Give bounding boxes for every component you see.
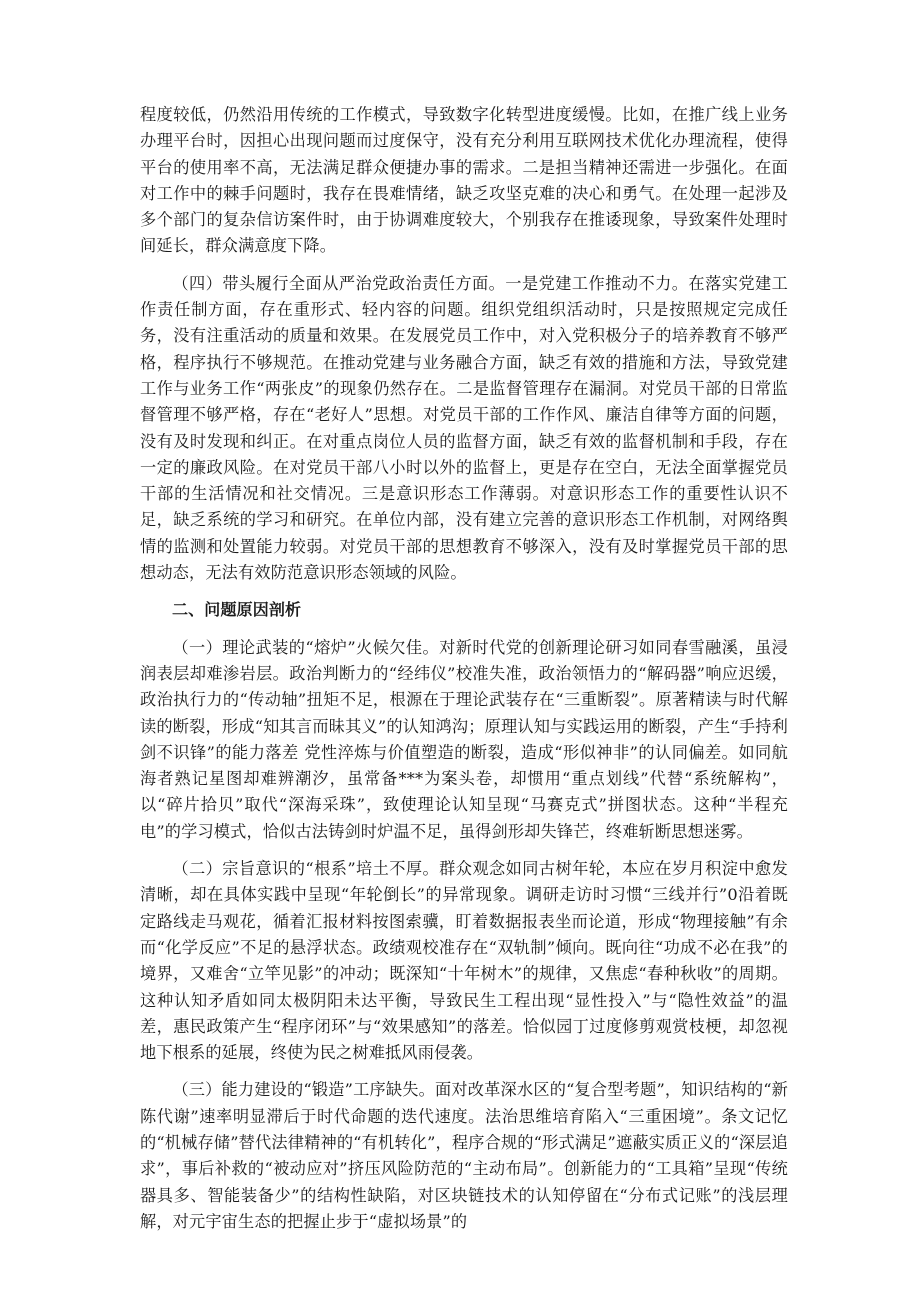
paragraph-capability: （三）能力建设的“锻造”工序缺失。面对改革深水区的“复合型考题”，知识结构的“新陈代谢”速率明显滞后于时代命题的迭代速度。法治思维培育陷入“三重困境”。条文记忆的“机械存储”替代法律精神的“有机转化”，程序合规的“形式满足”遮蔽实质正义的“深层追求”，事后补救的“被动应对”挤压风险防范的“主动布局”。创新能力的“工具箱”呈现“传统器具多、智能装备少”的结构性缺陷，对区块链技术的认知停留在“分布式记账”的浅层理解，对元宇宙生态的把握止步于“虚拟场景”的 bbox=[140, 1080, 788, 1231]
paragraph-theory: （一）理论武装的“熔炉”火候欠佳。对新时代党的创新理论研习如同春雪融溪，虽浸润表层却难渗岩层。政治判断力的“经纬仪”校准失准，政治领悟力的“解码器”响应迟缓，政治执行力的“传动轴”扭矩不足，根源在于理论武装存在“三重断裂”。原著精读与时代解读的断裂，形成“知其言而昧其义”的认知鸿沟；原理认知与实践运用的断裂，产生“手持利剑不识锋”的能力落差 党性淬炼与价值塑造的断裂，造成“形似神非”的认同偏差。如同航海者熟记星图却难辨潮汐，虽常备***为案头卷，却惯用“重点划线”代替“系统解构”，以“碎片拾贝”取代“深海采珠”，致使理论认知呈现“马赛克式”拼图状态。这种“半程充电”的学习模式，恰似古法铸剑时炉温不足，虽得剑形却失锋芒，终难斩断思想迷雾。 bbox=[140, 637, 788, 841]
paragraph-purpose: （二）宗旨意识的“根系”培土不厚。群众观念如同古树年轮，本应在岁月积淀中愈发清晰，却在具体实践中呈现“年轮倒长”的异常现象。调研走访时习惯“三线并行”0沿着既定路线走马观花，循着汇报材料按图索骥，盯着数据报表坐而论道，形成“物理接触”有余而“化学反应”不足的悬浮状态。政绩观校准存在“双轨制”倾向。既向往“功成不必在我”的境界，又难舍“立竿见影”的冲动；既深知“十年树木”的规律，又焦虑“春种秋收”的周期。这种认知矛盾如同太极阴阳未达平衡，导致民生工程出现“显性投入”与“隐性效益”的温差，惠民政策产生“程序闭环”与“效果感知”的落差。恰似园丁过度修剪观赏枝梗，却忽视地下根系的延展，终使为民之树难抵风雨侵袭。 bbox=[140, 859, 788, 1063]
paragraph-continuation: 程度较低，仍然沿用传统的工作模式，导致数字化转型进度缓慢。比如，在推广线上业务办理平台时，因担心出现问题而过度保守，没有充分利用互联网技术优化办理流程，使得平台的使用率不高，无法满足群众便捷办事的需求。二是担当精神还需进一步强化。在面对工作中的棘手问题时，我存在畏难情绪，缺乏攻坚克难的决心和勇气。在处理一起涉及多个部门的复杂信访案件时，由于协调难度较大，个别我存在推诿现象，导致案件处理时间延长，群众满意度下降。 bbox=[140, 105, 788, 256]
section-heading: 二、问题原因剖析 bbox=[172, 600, 302, 620]
paragraph-party-responsibility: （四）带头履行全面从严治党政治责任方面。一是党建工作推动不力。在落实党建工作责任制方面，存在重形式、轻内容的问题。组织党组织活动时，只是按照规定完成任务，没有注重活动的质量和效果。在发展党员工作中，对入党积极分子的培养教育不够严格，程序执行不够规范。在推动党建与业务融合方面，缺乏有效的措施和方法，导致党建工作与业务工作“两张皮”的现象仍然存在。二是监督管理存在漏洞。对党员干部的日常监督管理不够严格，存在“老好人”思想。对党员干部的工作作风、廉洁自律等方面的问题，没有及时发现和纠正。在对重点岗位人员的监督方面，缺乏有效的监督机制和手段，存在一定的廉政风险。在对党员干部八小时以外的监督上，更是存在空白，无法全面掌握党员干部的生活情况和社交情况。三是意识形态工作薄弱。对意识形态工作的重要性认识不足，缺乏系统的学习和研究。在单位内部，没有建立完善的意识形态工作机制，对网络舆情的监测和处置能力较弱。对党员干部的思想教育不够深入，没有及时掌握党员干部的思想动态，无法有效防范意识形态领域的风险。 bbox=[140, 273, 788, 583]
document-page bbox=[140, 102, 788, 1246]
